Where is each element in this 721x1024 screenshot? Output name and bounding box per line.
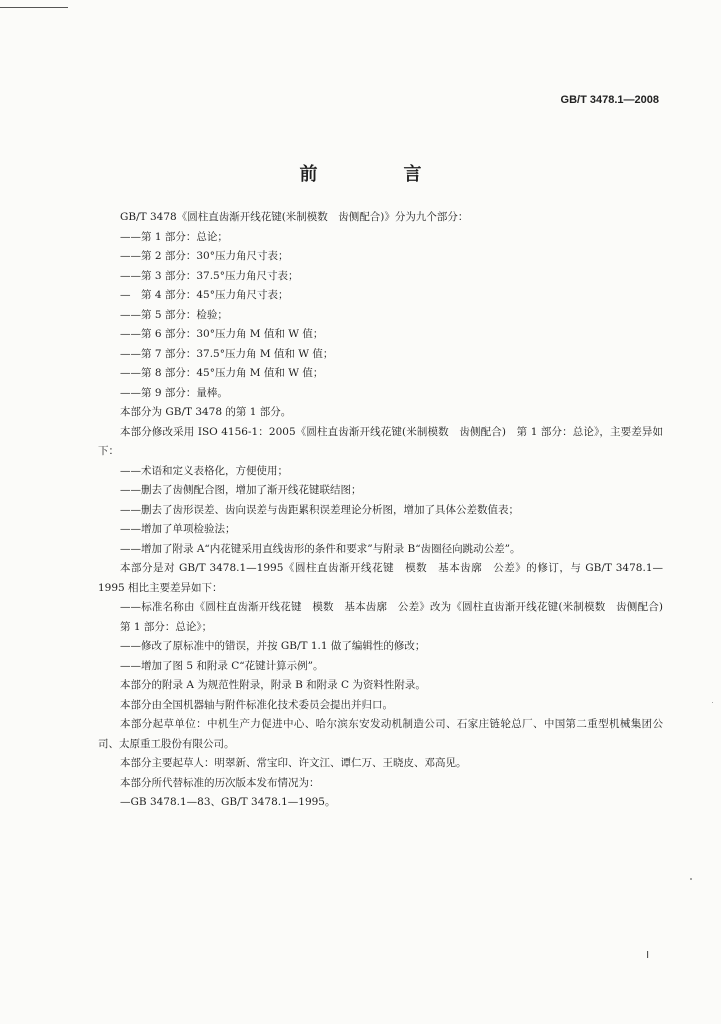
paragraph-text: 本部分起草单位：中机生产力促进中心、哈尔滨东安发动机制造公司、石家庄链轮总厂、中国第二重型机械集团公司、太原重工股份有限公司。 xyxy=(98,718,663,750)
foreword-body xyxy=(98,208,674,813)
paragraph xyxy=(98,559,663,598)
list-item: ——术语和定义表格化，方便使用； xyxy=(120,464,288,477)
page-number: I xyxy=(646,950,649,961)
list-item: ——增加了附录 A“内花键采用直线齿形的条件和要求”与附录 B“齿圈径向跳动公差”。 xyxy=(120,542,521,555)
list-item: — 第 4 部分：45°压力角尺寸表； xyxy=(120,289,289,301)
paragraph-text: 本部分是对 GB/T 3478.1—1995《圆柱直齿渐开线花键 模数 基本齿廓 公差》的修订，与 GB/T 3478.1—1995 相比主要差异如下： xyxy=(98,562,663,594)
paragraph: GB/T 3478《圆柱直齿渐开线花键(米制模数 齿侧配合)》分为九个部分： xyxy=(120,211,469,223)
page-title: 前 言 xyxy=(299,164,456,185)
list-item: ——第 6 部分：30°压力角 M 值和 W 值； xyxy=(120,328,324,340)
list-item: ——第 3 部分：37.5°压力角尺寸表； xyxy=(120,269,299,282)
list-item: ——第 7 部分：37.5°压力角 M 值和 W 值； xyxy=(120,347,334,360)
list-item: ——标准名称由《圆柱直齿渐开线花键 模数 基本齿廓 公差》改为《圆柱直齿渐开线花键(米制模数 齿侧配合) 第 1 部分：总论》； xyxy=(120,601,674,633)
list-item: ——第 2 部分：30°压力角尺寸表； xyxy=(120,250,289,262)
scan-speck xyxy=(712,702,713,703)
list-item: ——增加了图 5 和附录 C“花键计算示例”。 xyxy=(120,659,324,672)
paragraph-text: 本部分修改采用 ISO 4156-1：2005《圆柱直齿渐开线花键(米制模数 齿侧配合) 第 1 部分：总论》，主要差异如下： xyxy=(98,425,663,457)
paragraph: 本部分主要起草人：明翠新、常宝印、许文江、谭仁万、王晓皮、邓高见。 xyxy=(120,757,467,769)
paragraph xyxy=(98,715,663,754)
scan-speck xyxy=(690,878,692,880)
paragraph: 本部分的附录 A 为规范性附录，附录 B 和附录 C 为资料性附录。 xyxy=(120,679,426,691)
list-item: ——第 8 部分：45°压力角 M 值和 W 值； xyxy=(120,367,324,379)
list-item: ——第 1 部分：总论； xyxy=(120,230,228,243)
paragraph: 本部分由全国机器轴与附件标准化技术委员会提出并归口。 xyxy=(120,698,393,711)
standard-code-header: GB/T 3478.1—2008 xyxy=(560,94,659,106)
list-item: ——第 5 部分：检验； xyxy=(120,308,228,321)
paragraph xyxy=(98,423,663,462)
paragraph: —GB 3478.1—83、GB/T 3478.1—1995。 xyxy=(120,796,336,808)
paragraph: 本部分为 GB/T 3478 的第 1 部分。 xyxy=(120,406,292,418)
paragraph: 本部分所代替标准的历次版本发布情况为： xyxy=(120,776,320,789)
list-item: ——第 9 部分：量棒。 xyxy=(120,386,228,399)
list-item: ——删去了齿形误差、齿向误差与齿距累积误差理论分析图，增加了具体公差数值表； xyxy=(120,503,519,516)
list-item: ——删去了齿侧配合图，增加了渐开线花键联结图； xyxy=(120,484,362,496)
list-item: ——修改了原标准中的错误，并按 GB/T 1.1 做了编辑性的修改； xyxy=(120,640,426,652)
list-item: ——增加了单项检验法； xyxy=(120,523,236,535)
scan-artifact-line xyxy=(0,7,68,8)
